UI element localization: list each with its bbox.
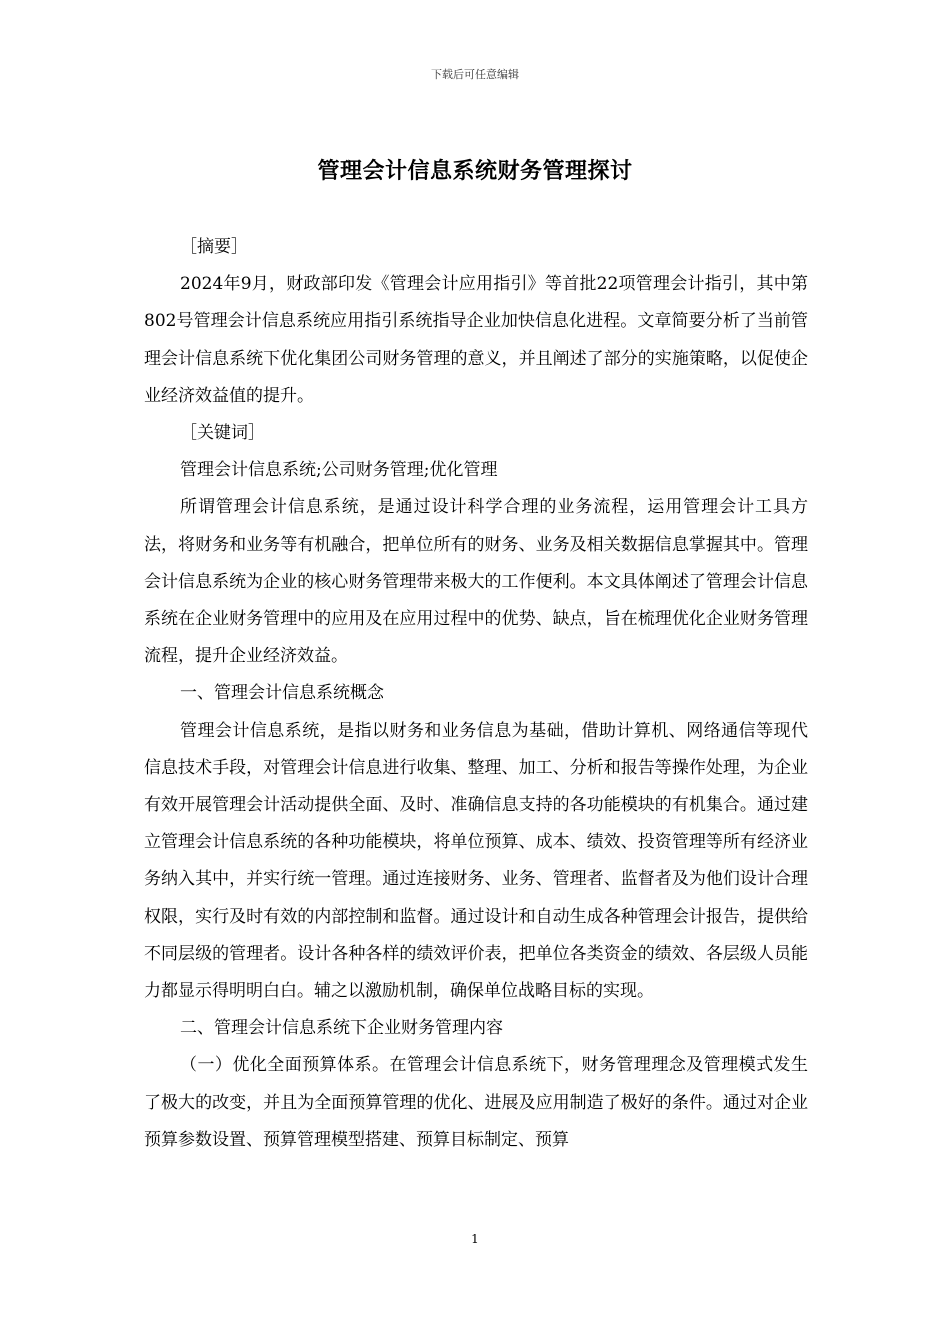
page-header-note: 下载后可任意编辑 bbox=[431, 68, 519, 81]
section-1-paragraph: 管理会计信息系统，是指以财务和业务信息为基础，借助计算机、网络通信等现代信息技术手段，对管理会计信息进行收集、整理、加工、分析和报告等操作处理，为企业有效开展管理会计活动提供全面、及时、准确信息支持的各功能模块的有机集合。通过建立管理会计信息系统的各种功能模块，将单位预算、成本、绩效、投资管理等所有经济业务纳入其中，并实行统一管理。通过连接财务、业务、管理者、监督者及为他们设计合理权限，实行及时有效的内部控制和监督。通过设计和自动生成各种管理会计报告，提供给不同层级的管理者。设计各种各样的绩效评价表，把单位各类资金的绩效、各层级人员能力都显示得明明白白。辅之以激励机制，确保单位战略目标的实现。 bbox=[144, 720, 808, 1002]
page-number: 1 bbox=[471, 1232, 479, 1246]
abstract-text: 2024年9月，财政部印发《管理会计应用指引》等首批22项管理会计指引，其中第802号管理会计信息系统应用指引系统指导企业加快信息化进程。文章简要分析了当前管理会计信息系统下优化集团公司财务管理的意义，并且阐述了部分的实施策略，以促使企业经济效益值的提升。 bbox=[144, 274, 808, 406]
intro-paragraph: 所谓管理会计信息系统，是通过设计科学合理的业务流程，运用管理会计工具方法，将财务和业务等有机融合，把单位所有的财务、业务及相关数据信息掌握其中。管理会计信息系统为企业的核心财务管理带来极大的工作便利。本文具体阐述了管理会计信息系统在企业财务管理中的应用及在应用过程中的优势、缺点，旨在梳理优化企业财务管理流程，提升企业经济效益。 bbox=[144, 497, 808, 667]
section-2-heading: 二、管理会计信息系统下企业财务管理内容 bbox=[180, 1018, 503, 1039]
keywords-text: 管理会计信息系统;公司财务管理;优化管理 bbox=[180, 460, 498, 481]
document-body bbox=[144, 229, 808, 1159]
section-2-paragraph: （一）优化全面预算体系。在管理会计信息系统下，财务管理理念及管理模式发生了极大的改变，并且为全面预算管理的优化、进展及应用制造了极好的条件。通过对企业预算参数设置、预算管理模型搭建、预算目标制定、预算 bbox=[144, 1055, 808, 1150]
document-title: 管理会计信息系统财务管理探讨 bbox=[317, 158, 633, 184]
section-1-heading: 一、管理会计信息系统概念 bbox=[180, 683, 384, 704]
keywords-heading: ［关键词］ bbox=[180, 423, 265, 444]
abstract-heading: ［摘要］ bbox=[180, 237, 248, 257]
